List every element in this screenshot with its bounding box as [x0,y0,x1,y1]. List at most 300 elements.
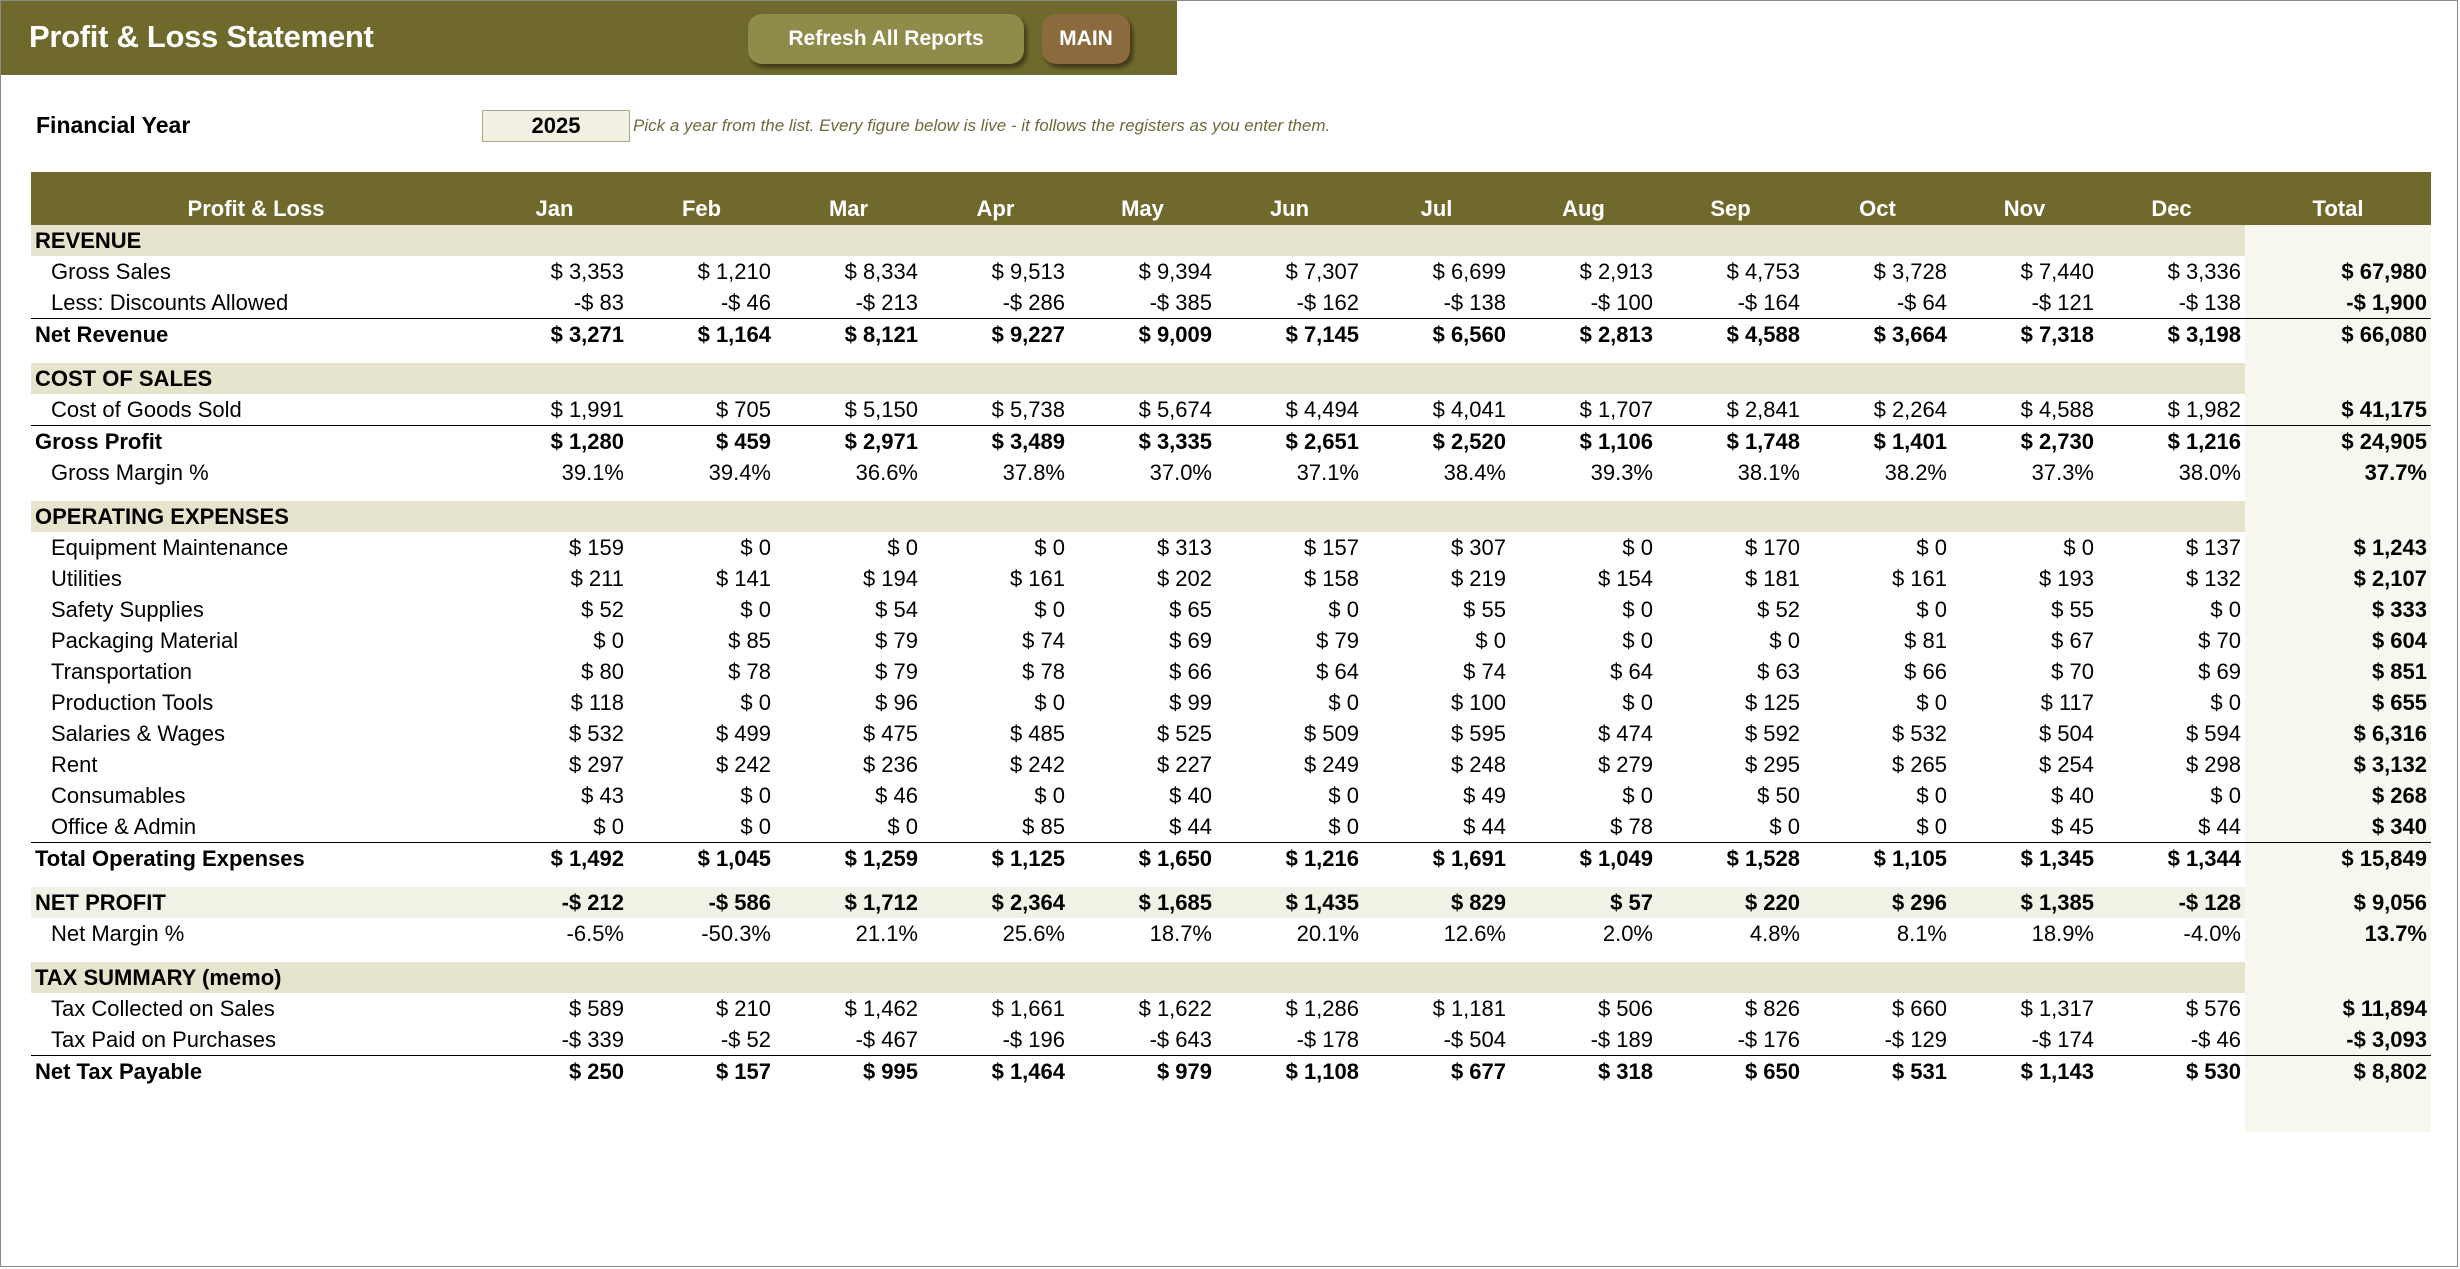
month-value-cell: $ 0 [1769,627,1800,653]
column-header-total: Total [2245,172,2431,225]
month-value-cell: $ 499 [715,720,771,746]
empty-cell [922,949,1069,962]
month-value-cell: $ 3,489 [922,426,1069,458]
month-value-cell: $ 242 [1009,751,1065,777]
spacer-row [31,350,2431,363]
section-title: COST OF SALES [31,363,2245,394]
title-bar [1,1,1177,75]
empty-cell [2245,350,2431,363]
month-value-cell: $ 3,353 [550,258,624,284]
month-value-cell: $ 45 [2051,813,2094,839]
empty-cell [775,1087,922,1132]
row-label: Office & Admin [51,813,197,839]
month-value-cell: $ 55 [2051,596,2094,622]
empty-cell [1363,350,1510,363]
main-button[interactable]: MAIN [1042,14,1130,64]
month-value-cell: -$ 46 [2190,1026,2241,1052]
month-value-cell: $ 0 [1916,689,1947,715]
month-value-cell: 37.1% [1296,459,1359,485]
empty-cell [2098,949,2245,962]
month-value-cell: $ 1,492 [481,843,628,875]
total-value-cell: $ 851 [2245,656,2431,687]
month-value-cell: $ 0 [593,627,624,653]
month-value-cell: $ 7,307 [1285,258,1359,284]
empty-cell [1657,488,1804,501]
month-value-cell: $ 0 [740,534,771,560]
month-value-cell: $ 3,336 [2167,258,2241,284]
month-value-cell: $ 2,364 [922,887,1069,918]
financial-year-select[interactable]: 2025 [482,110,630,142]
month-value-cell: $ 100 [1450,689,1506,715]
month-value-cell: $ 1,385 [1951,887,2098,918]
month-value-cell: $ 66 [1904,658,1947,684]
empty-cell [2245,225,2431,256]
line-item-row [31,394,2431,426]
month-value-cell: $ 2,813 [1510,319,1657,351]
month-value-cell: $ 1,317 [2020,995,2094,1021]
month-value-cell: $ 85 [728,627,771,653]
empty-cell [31,350,481,363]
month-value-cell: $ 141 [715,565,771,591]
row-label: Rent [51,751,98,777]
month-value-cell: $ 1,622 [1138,995,1212,1021]
month-value-cell: $ 1,691 [1363,843,1510,875]
row-label: Gross Sales [51,258,171,284]
empty-cell [1069,949,1216,962]
month-value-cell: $ 1,164 [628,319,775,351]
month-value-cell: 18.7% [1149,920,1212,946]
empty-cell [1510,949,1657,962]
row-label: Total Operating Expenses [31,843,481,875]
row-label: Packaging Material [51,627,239,653]
section-title: REVENUE [31,225,2245,256]
month-value-cell: $ 0 [1034,782,1065,808]
empty-cell [922,488,1069,501]
total-value-cell: $ 9,056 [2245,887,2431,918]
month-value-cell: $ 9,227 [922,319,1069,351]
month-value-cell: 39.4% [708,459,771,485]
column-header-month: Sep [1657,172,1804,225]
month-value-cell: $ 279 [1597,751,1653,777]
month-value-cell: $ 298 [2185,751,2241,777]
month-value-cell: $ 979 [1069,1056,1216,1088]
month-value-cell: $ 0 [1328,689,1359,715]
row-label: Cost of Goods Sold [51,396,242,422]
month-value-cell: $ 117 [2040,689,2094,715]
month-value-cell: -50.3% [701,920,771,946]
month-value-cell: 37.3% [2031,459,2094,485]
column-header-month: Mar [775,172,922,225]
month-value-cell: $ 78 [1022,658,1065,684]
total-value-cell: 37.7% [2245,457,2431,488]
month-value-cell: $ 0 [740,596,771,622]
section-title: OPERATING EXPENSES [31,501,2245,532]
month-value-cell: $ 318 [1510,1056,1657,1088]
month-value-cell: $ 9,394 [1138,258,1212,284]
empty-cell [1804,949,1951,962]
empty-cell [2098,350,2245,363]
month-value-cell: -$ 212 [481,887,628,918]
total-value-cell: -$ 3,093 [2245,1024,2431,1056]
total-value-cell: $ 2,107 [2245,563,2431,594]
month-value-cell: $ 1,280 [481,426,628,458]
empty-cell [2245,1087,2431,1132]
month-value-cell: $ 7,145 [1216,319,1363,351]
column-header-month: Aug [1510,172,1657,225]
line-item-row [31,918,2431,949]
month-value-cell: 8.1% [1896,920,1947,946]
month-value-cell: $ 0 [1622,596,1653,622]
empty-cell [1510,874,1657,887]
line-item-row [31,1024,2431,1056]
month-value-cell: $ 118 [570,689,624,715]
row-label: Production Tools [51,689,214,715]
month-value-cell: $ 79 [1316,627,1359,653]
month-value-cell: $ 46 [875,782,918,808]
month-value-cell: -$ 129 [1884,1026,1947,1052]
empty-cell [1951,1087,2098,1132]
month-value-cell: $ 6,560 [1363,319,1510,351]
month-value-cell: $ 532 [568,720,624,746]
month-value-cell: $ 80 [581,658,624,684]
month-value-cell: 25.6% [1002,920,1065,946]
empty-cell [628,1087,775,1132]
month-value-cell: -$ 64 [1896,289,1947,315]
row-label: Tax Paid on Purchases [51,1026,277,1052]
month-value-cell: $ 74 [1463,658,1506,684]
month-value-cell: $ 40 [1169,782,1212,808]
line-item-row [31,687,2431,718]
month-value-cell: -$ 83 [573,289,624,315]
total-value-cell: 13.7% [2245,918,2431,949]
month-value-cell: $ 1,143 [1951,1056,2098,1088]
month-value-cell: 38.4% [1443,459,1506,485]
row-label: Gross Profit [31,426,481,458]
month-value-cell: $ 504 [2038,720,2094,746]
financial-year-hint: Pick a year from the list. Every figure below is live - it follows the registers as you enter them. [633,116,1331,135]
month-value-cell: $ 0 [1328,596,1359,622]
row-label: Consumables [51,782,186,808]
empty-cell [1363,949,1510,962]
month-value-cell: $ 202 [1156,565,1212,591]
month-value-cell: $ 170 [1744,534,1800,560]
month-value-cell: $ 589 [568,995,624,1021]
section-header-row [31,363,2431,394]
month-value-cell: $ 1,661 [991,995,1065,1021]
empty-cell [628,949,775,962]
month-value-cell: $ 57 [1510,887,1657,918]
month-value-cell: -$ 213 [855,289,918,315]
month-value-cell: $ 78 [1610,813,1653,839]
row-label: Transportation [51,658,193,684]
table-header-row [31,172,2431,225]
total-value-cell: $ 268 [2245,780,2431,811]
month-value-cell: $ 159 [568,534,624,560]
month-value-cell: $ 1,435 [1216,887,1363,918]
month-value-cell: -$ 643 [1149,1026,1212,1052]
row-label: NET PROFIT [31,887,481,918]
month-value-cell: 38.1% [1737,459,1800,485]
total-value-cell: -$ 1,900 [2245,287,2431,319]
column-header-month: Nov [1951,172,2098,225]
total-value-cell: $ 655 [2245,687,2431,718]
month-value-cell: $ 74 [1022,627,1065,653]
profit-loss-table [31,172,2431,1132]
month-value-cell: $ 181 [1744,565,1800,591]
month-value-cell: $ 248 [1450,751,1506,777]
month-value-cell: $ 55 [1463,596,1506,622]
empty-cell [1951,949,2098,962]
column-header-month: Oct [1804,172,1951,225]
month-value-cell: -$ 178 [1296,1026,1359,1052]
month-value-cell: $ 154 [1597,565,1653,591]
month-value-cell: $ 1,105 [1804,843,1951,875]
month-value-cell: $ 0 [1622,782,1653,808]
month-value-cell: -$ 467 [855,1026,918,1052]
month-value-cell: 21.1% [855,920,918,946]
month-value-cell: $ 506 [1597,995,1653,1021]
empty-cell [2098,1087,2245,1132]
month-value-cell: $ 297 [568,751,624,777]
month-value-cell: $ 705 [715,396,771,422]
net-profit-row [31,887,2431,918]
month-value-cell: $ 4,753 [1726,258,1800,284]
line-item-row [31,563,2431,594]
row-label: Utilities [51,565,122,591]
column-header-month: Jan [481,172,628,225]
empty-cell [1951,350,2098,363]
month-value-cell: $ 1,650 [1069,843,1216,875]
month-value-cell: $ 1,210 [697,258,771,284]
month-value-cell: $ 3,335 [1069,426,1216,458]
empty-cell [31,1087,481,1132]
empty-cell [775,874,922,887]
row-label: Safety Supplies [51,596,204,622]
month-value-cell: $ 0 [740,689,771,715]
subtotal-row [31,426,2431,458]
total-value-cell: $ 340 [2245,811,2431,843]
month-value-cell: $ 1,344 [2098,843,2245,875]
month-value-cell: $ 0 [2210,782,2241,808]
month-value-cell: $ 313 [1156,534,1212,560]
month-value-cell: $ 137 [2185,534,2241,560]
line-item-row [31,993,2431,1024]
month-value-cell: $ 2,730 [1951,426,2098,458]
month-value-cell: $ 0 [1916,813,1947,839]
month-value-cell: $ 1,345 [1951,843,2098,875]
empty-cell [481,488,628,501]
total-value-cell: $ 1,243 [2245,532,2431,563]
empty-cell [1363,488,1510,501]
empty-cell [1804,350,1951,363]
spacer-row [31,488,2431,501]
month-value-cell: $ 158 [1303,565,1359,591]
month-value-cell: $ 0 [1916,534,1947,560]
month-value-cell: $ 54 [875,596,918,622]
month-value-cell: $ 1,108 [1216,1056,1363,1088]
empty-cell [1069,874,1216,887]
total-value-cell: $ 67,980 [2245,256,2431,287]
month-value-cell: $ 193 [2038,565,2094,591]
line-item-row [31,718,2431,749]
empty-cell [1216,488,1363,501]
month-value-cell: $ 79 [875,627,918,653]
month-value-cell: $ 211 [570,565,624,591]
month-value-cell: $ 592 [1744,720,1800,746]
line-item-row [31,780,2431,811]
empty-cell [481,949,628,962]
row-label: Gross Margin % [51,459,209,485]
page-title: Profit & Loss Statement [29,19,374,54]
section-title: TAX SUMMARY (memo) [31,962,2245,993]
empty-cell [775,488,922,501]
month-value-cell: $ 995 [775,1056,922,1088]
empty-cell [2245,949,2431,962]
month-value-cell: $ 5,674 [1138,396,1212,422]
month-value-cell: $ 1,401 [1804,426,1951,458]
month-value-cell: -$ 504 [1443,1026,1506,1052]
section-header-row [31,225,2431,256]
empty-cell [31,949,481,962]
month-value-cell: $ 52 [581,596,624,622]
month-value-cell: $ 8,121 [775,319,922,351]
month-value-cell: $ 157 [628,1056,775,1088]
month-value-cell: -$ 138 [2178,289,2241,315]
month-value-cell: 39.3% [1590,459,1653,485]
month-value-cell: $ 236 [862,751,918,777]
empty-cell [1657,350,1804,363]
month-value-cell: $ 70 [2051,658,2094,684]
month-value-cell: -$ 286 [1002,289,1065,315]
empty-cell [922,350,1069,363]
month-value-cell: $ 0 [1769,813,1800,839]
month-value-cell: $ 63 [1757,658,1800,684]
empty-cell [2245,874,2431,887]
empty-cell [1069,488,1216,501]
line-item-row [31,457,2431,488]
month-value-cell: $ 249 [1303,751,1359,777]
empty-cell [481,350,628,363]
empty-cell [1804,874,1951,887]
month-value-cell: -$ 52 [720,1026,771,1052]
month-value-cell: 38.0% [2178,459,2241,485]
month-value-cell: $ 1,259 [775,843,922,875]
line-item-row [31,749,2431,780]
empty-cell [31,488,481,501]
month-value-cell: $ 1,991 [550,396,624,422]
empty-cell [1510,350,1657,363]
line-item-row [31,532,2431,563]
month-value-cell: $ 650 [1657,1056,1804,1088]
row-label: Salaries & Wages [51,720,226,746]
month-value-cell: $ 99 [1169,689,1212,715]
empty-cell [2245,962,2431,993]
month-value-cell: $ 0 [593,813,624,839]
month-value-cell: -$ 162 [1296,289,1359,315]
month-value-cell: $ 0 [1622,689,1653,715]
empty-cell [1510,488,1657,501]
column-header-month: Jul [1363,172,1510,225]
empty-cell [1804,1087,1951,1132]
month-value-cell: -6.5% [566,920,624,946]
month-value-cell: $ 0 [2210,596,2241,622]
month-value-cell: $ 1,181 [1432,995,1506,1021]
month-value-cell: $ 0 [1475,627,1506,653]
month-value-cell: $ 532 [1891,720,1947,746]
refresh-all-reports-button[interactable]: Refresh All Reports [748,14,1024,64]
section-header-row [31,501,2431,532]
empty-cell [628,488,775,501]
month-value-cell: $ 9,513 [991,258,1065,284]
month-value-cell: $ 64 [1610,658,1653,684]
empty-cell [2098,874,2245,887]
month-value-cell: $ 52 [1757,596,1800,622]
month-value-cell: $ 2,913 [1579,258,1653,284]
month-value-cell: $ 0 [2063,534,2094,560]
month-value-cell: $ 1,125 [922,843,1069,875]
month-value-cell: $ 530 [2098,1056,2245,1088]
month-value-cell: $ 509 [1303,720,1359,746]
month-value-cell: $ 69 [2198,658,2241,684]
month-value-cell: $ 220 [1657,887,1804,918]
month-value-cell: -$ 164 [1737,289,1800,315]
month-value-cell: $ 3,728 [1873,258,1947,284]
month-value-cell: $ 219 [1450,565,1506,591]
month-value-cell: $ 2,971 [775,426,922,458]
month-value-cell: $ 2,841 [1726,396,1800,422]
line-item-row [31,811,2431,843]
month-value-cell: $ 161 [1891,565,1947,591]
month-value-cell: $ 595 [1450,720,1506,746]
empty-cell [1804,488,1951,501]
month-value-cell: $ 0 [1034,534,1065,560]
month-value-cell: $ 44 [2198,813,2241,839]
month-value-cell: $ 4,588 [1657,319,1804,351]
month-value-cell: $ 1,286 [1285,995,1359,1021]
month-value-cell: $ 1,106 [1510,426,1657,458]
month-value-cell: $ 0 [740,813,771,839]
month-value-cell: $ 0 [1328,782,1359,808]
month-value-cell: $ 0 [1034,689,1065,715]
month-value-cell: $ 0 [1916,596,1947,622]
month-value-cell: $ 67 [2051,627,2094,653]
empty-cell [922,874,1069,887]
month-value-cell: -$ 176 [1737,1026,1800,1052]
month-value-cell: $ 459 [628,426,775,458]
month-value-cell: 18.9% [2031,920,2094,946]
month-value-cell: $ 3,664 [1804,319,1951,351]
table-bottom-padding [31,1087,2431,1132]
month-value-cell: $ 0 [887,534,918,560]
month-value-cell: $ 265 [1891,751,1947,777]
month-value-cell: $ 1,528 [1657,843,1804,875]
month-value-cell: $ 5,738 [991,396,1065,422]
empty-cell [628,874,775,887]
month-value-cell: 37.8% [1002,459,1065,485]
row-label: Equipment Maintenance [51,534,289,560]
month-value-cell: $ 49 [1463,782,1506,808]
month-value-cell: $ 1,045 [628,843,775,875]
month-value-cell: 36.6% [855,459,918,485]
month-value-cell: $ 125 [1744,689,1800,715]
month-value-cell: -$ 121 [2031,289,2094,315]
empty-cell [775,949,922,962]
total-value-cell: $ 24,905 [2245,426,2431,458]
month-value-cell: 37.0% [1149,459,1212,485]
month-value-cell: $ 2,264 [1873,396,1947,422]
month-value-cell: $ 3,271 [481,319,628,351]
month-value-cell: $ 78 [728,658,771,684]
